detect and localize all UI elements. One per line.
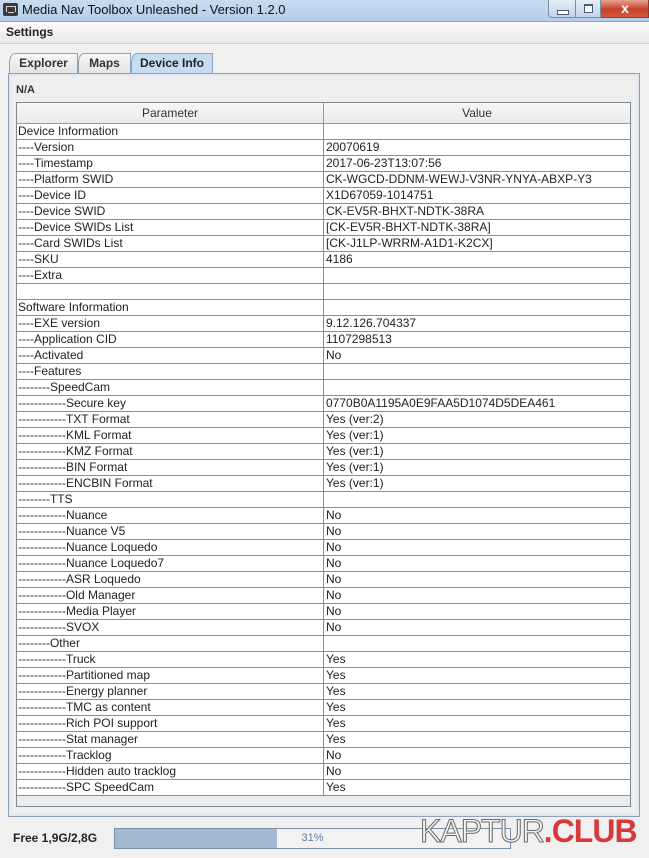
value-cell: Yes (ver:1) bbox=[326, 444, 384, 458]
title-bar bbox=[0, 0, 649, 22]
progress-label: 31% bbox=[301, 832, 324, 844]
value-cell: 20070619 bbox=[326, 140, 380, 154]
value-cell bbox=[324, 380, 630, 395]
value-cell bbox=[324, 284, 630, 299]
table-body bbox=[17, 124, 630, 796]
value-cell: Yes bbox=[326, 684, 346, 698]
value-cell: CK-WGCD-DDNM-WEWJ-V3NR-YNYA-ABXP-Y3 bbox=[326, 172, 592, 186]
table-row[interactable] bbox=[17, 508, 630, 524]
value-cell: 0770B0A1195A0E9FAA5D1074D5DEA461 bbox=[326, 396, 556, 410]
value-cell: Yes bbox=[326, 780, 346, 794]
table-row[interactable] bbox=[17, 236, 630, 252]
parameter-cell: ------------KMZ Format bbox=[17, 444, 324, 459]
table-row[interactable] bbox=[17, 364, 630, 380]
watermark-part1: KAPTUR bbox=[420, 813, 544, 849]
parameter-cell: ------------Old Manager bbox=[17, 588, 324, 603]
maximize-icon bbox=[584, 4, 593, 13]
table-row[interactable] bbox=[17, 604, 630, 620]
value-cell bbox=[324, 492, 630, 507]
parameter-cell: --------Other bbox=[17, 636, 324, 651]
parameter-cell: ----Device ID bbox=[17, 188, 324, 203]
value-cell bbox=[324, 636, 630, 651]
value-cell: No bbox=[326, 764, 342, 778]
parameter-cell: ------------SVOX bbox=[17, 620, 324, 635]
table-row[interactable] bbox=[17, 204, 630, 220]
close-button[interactable] bbox=[601, 0, 649, 18]
window-controls bbox=[548, 0, 649, 18]
value-cell: 4186 bbox=[326, 252, 353, 266]
table-row[interactable] bbox=[17, 396, 630, 412]
value-cell: X1D67059-1014751 bbox=[326, 188, 434, 202]
parameter-cell: Device Information bbox=[17, 124, 324, 139]
table-row[interactable] bbox=[17, 460, 630, 476]
value-cell bbox=[324, 268, 630, 283]
value-cell: Yes (ver:1) bbox=[326, 476, 384, 490]
table-row[interactable] bbox=[17, 572, 630, 588]
close-icon: x bbox=[621, 0, 629, 16]
parameter-cell: ------------Hidden auto tracklog bbox=[17, 764, 324, 779]
parameter-cell: ------------Nuance V5 bbox=[17, 524, 324, 539]
parameter-cell: ----Application CID bbox=[17, 332, 324, 347]
parameter-cell: ------------Energy planner bbox=[17, 684, 324, 699]
table-row[interactable] bbox=[17, 316, 630, 332]
table-row[interactable] bbox=[17, 476, 630, 492]
parameter-cell bbox=[17, 284, 324, 299]
parameter-cell: ----Device SWID bbox=[17, 204, 324, 219]
value-cell: Yes bbox=[326, 732, 346, 746]
value-cell: No bbox=[326, 348, 342, 362]
table-row[interactable] bbox=[17, 412, 630, 428]
table-row[interactable] bbox=[17, 524, 630, 540]
parameter-cell: ------------Media Player bbox=[17, 604, 324, 619]
value-cell bbox=[324, 300, 630, 315]
minimize-button[interactable] bbox=[548, 0, 576, 18]
minimize-icon bbox=[557, 10, 569, 15]
table-row[interactable] bbox=[17, 300, 630, 316]
table-row[interactable] bbox=[17, 748, 630, 764]
column-header-parameter[interactable]: Parameter bbox=[17, 103, 324, 123]
value-cell: 2017-06-23T13:07:56 bbox=[326, 156, 442, 170]
maximize-button[interactable] bbox=[576, 0, 602, 18]
menu-bar bbox=[0, 22, 649, 44]
table-row[interactable] bbox=[17, 268, 630, 284]
parameter-cell: ------------ENCBIN Format bbox=[17, 476, 324, 491]
table-row[interactable] bbox=[17, 732, 630, 748]
table-row[interactable] bbox=[17, 220, 630, 236]
parameter-cell: ----Features bbox=[17, 364, 324, 379]
parameter-cell: ------------SPC SpeedCam bbox=[17, 780, 324, 795]
table-row[interactable] bbox=[17, 156, 630, 172]
table-header bbox=[17, 103, 630, 124]
value-cell: Yes (ver:1) bbox=[326, 460, 384, 474]
table-row[interactable] bbox=[17, 684, 630, 700]
app-icon bbox=[3, 3, 18, 16]
parameter-cell: ------------KML Format bbox=[17, 428, 324, 443]
parameter-cell: ------------Partitioned map bbox=[17, 668, 324, 683]
table-row[interactable] bbox=[17, 252, 630, 268]
parameter-cell: ------------Nuance Loquedo bbox=[17, 540, 324, 555]
window-title: Media Nav Toolbox Unleashed - Version 1.2.0 bbox=[22, 2, 286, 17]
table-row[interactable] bbox=[17, 556, 630, 572]
tab-maps[interactable]: Maps bbox=[78, 53, 131, 73]
value-cell: No bbox=[326, 588, 342, 602]
value-cell: No bbox=[326, 508, 342, 522]
table-row[interactable] bbox=[17, 444, 630, 460]
table-row[interactable] bbox=[17, 700, 630, 716]
value-cell bbox=[324, 364, 630, 379]
value-cell: [CK-J1LP-WRRM-A1D1-K2CX] bbox=[326, 236, 493, 250]
parameter-cell: ------------Tracklog bbox=[17, 748, 324, 763]
parameter-cell: ------------TMC as content bbox=[17, 700, 324, 715]
parameter-cell: ------------Stat manager bbox=[17, 732, 324, 747]
tab-device-info[interactable]: Device Info bbox=[131, 53, 213, 73]
table-row[interactable] bbox=[17, 172, 630, 188]
parameter-cell: ------------Nuance Loquedo7 bbox=[17, 556, 324, 571]
parameter-cell: ------------Secure key bbox=[17, 396, 324, 411]
watermark-part2: .CLUB bbox=[543, 813, 637, 849]
parameter-cell: ------------ASR Loquedo bbox=[17, 572, 324, 587]
value-cell: No bbox=[326, 556, 342, 570]
table-row[interactable] bbox=[17, 540, 630, 556]
free-space-label: Free 1,9G/2,8G bbox=[13, 831, 98, 845]
value-cell: Yes (ver:2) bbox=[326, 412, 384, 426]
value-cell: No bbox=[326, 604, 342, 618]
table-row[interactable] bbox=[17, 668, 630, 684]
value-cell: 1107298513 bbox=[326, 332, 392, 346]
value-cell: No bbox=[326, 748, 342, 762]
table-row[interactable] bbox=[17, 652, 630, 668]
parameter-cell: ------------TXT Format bbox=[17, 412, 324, 427]
table-row[interactable] bbox=[17, 620, 630, 636]
value-cell: CK-EV5R-BHXT-NDTK-38RA bbox=[326, 204, 485, 218]
value-cell: No bbox=[326, 572, 342, 586]
table-row[interactable] bbox=[17, 188, 630, 204]
table-row[interactable] bbox=[17, 428, 630, 444]
parameter-cell: ------------Rich POI support bbox=[17, 716, 324, 731]
watermark-logo bbox=[420, 811, 637, 851]
parameter-cell: ------------BIN Format bbox=[17, 460, 324, 475]
device-status-label: N/A bbox=[16, 84, 35, 96]
table-row[interactable] bbox=[17, 348, 630, 364]
value-cell: No bbox=[326, 524, 342, 538]
value-cell: Yes bbox=[326, 668, 346, 682]
parameter-cell: ----Platform SWID bbox=[17, 172, 324, 187]
table-row[interactable] bbox=[17, 764, 630, 780]
value-cell: [CK-EV5R-BHXT-NDTK-38RA] bbox=[326, 220, 491, 234]
table-row[interactable] bbox=[17, 380, 630, 396]
parameter-cell: ----EXE version bbox=[17, 316, 324, 331]
parameter-cell: ----Timestamp bbox=[17, 156, 324, 171]
table-row[interactable] bbox=[17, 124, 630, 140]
value-cell: No bbox=[326, 620, 342, 634]
table-row[interactable] bbox=[17, 716, 630, 732]
table-row[interactable] bbox=[17, 492, 630, 508]
parameter-cell: Software Information bbox=[17, 300, 324, 315]
tab-explorer[interactable]: Explorer bbox=[9, 53, 78, 73]
column-header-value[interactable]: Value bbox=[462, 106, 492, 120]
value-cell: Yes bbox=[326, 652, 346, 666]
parameter-cell: --------TTS bbox=[17, 492, 324, 507]
table-row[interactable] bbox=[17, 332, 630, 348]
table-row[interactable] bbox=[17, 140, 630, 156]
parameter-cell: ------------Nuance bbox=[17, 508, 324, 523]
parameter-cell: ----Activated bbox=[17, 348, 324, 363]
value-cell: 9.12.126.704337 bbox=[326, 316, 417, 330]
device-info-table bbox=[16, 102, 631, 807]
parameter-cell: ----Device SWIDs List bbox=[17, 220, 324, 235]
menu-settings[interactable]: Settings bbox=[6, 25, 54, 39]
value-cell: No bbox=[326, 540, 342, 554]
parameter-cell: --------SpeedCam bbox=[17, 380, 324, 395]
value-cell: Yes (ver:1) bbox=[326, 428, 384, 442]
parameter-cell: ----Extra bbox=[17, 268, 324, 283]
table-row[interactable] bbox=[17, 780, 630, 796]
table-row[interactable] bbox=[17, 636, 630, 652]
value-cell bbox=[324, 124, 630, 139]
parameter-cell: ------------Truck bbox=[17, 652, 324, 667]
value-cell: Yes bbox=[326, 700, 346, 714]
table-row[interactable] bbox=[17, 284, 630, 300]
parameter-cell: ----Version bbox=[17, 140, 324, 155]
parameter-cell: ----SKU bbox=[17, 252, 324, 267]
value-cell: Yes bbox=[326, 716, 346, 730]
parameter-cell: ----Card SWIDs List bbox=[17, 236, 324, 251]
table-row[interactable] bbox=[17, 588, 630, 604]
